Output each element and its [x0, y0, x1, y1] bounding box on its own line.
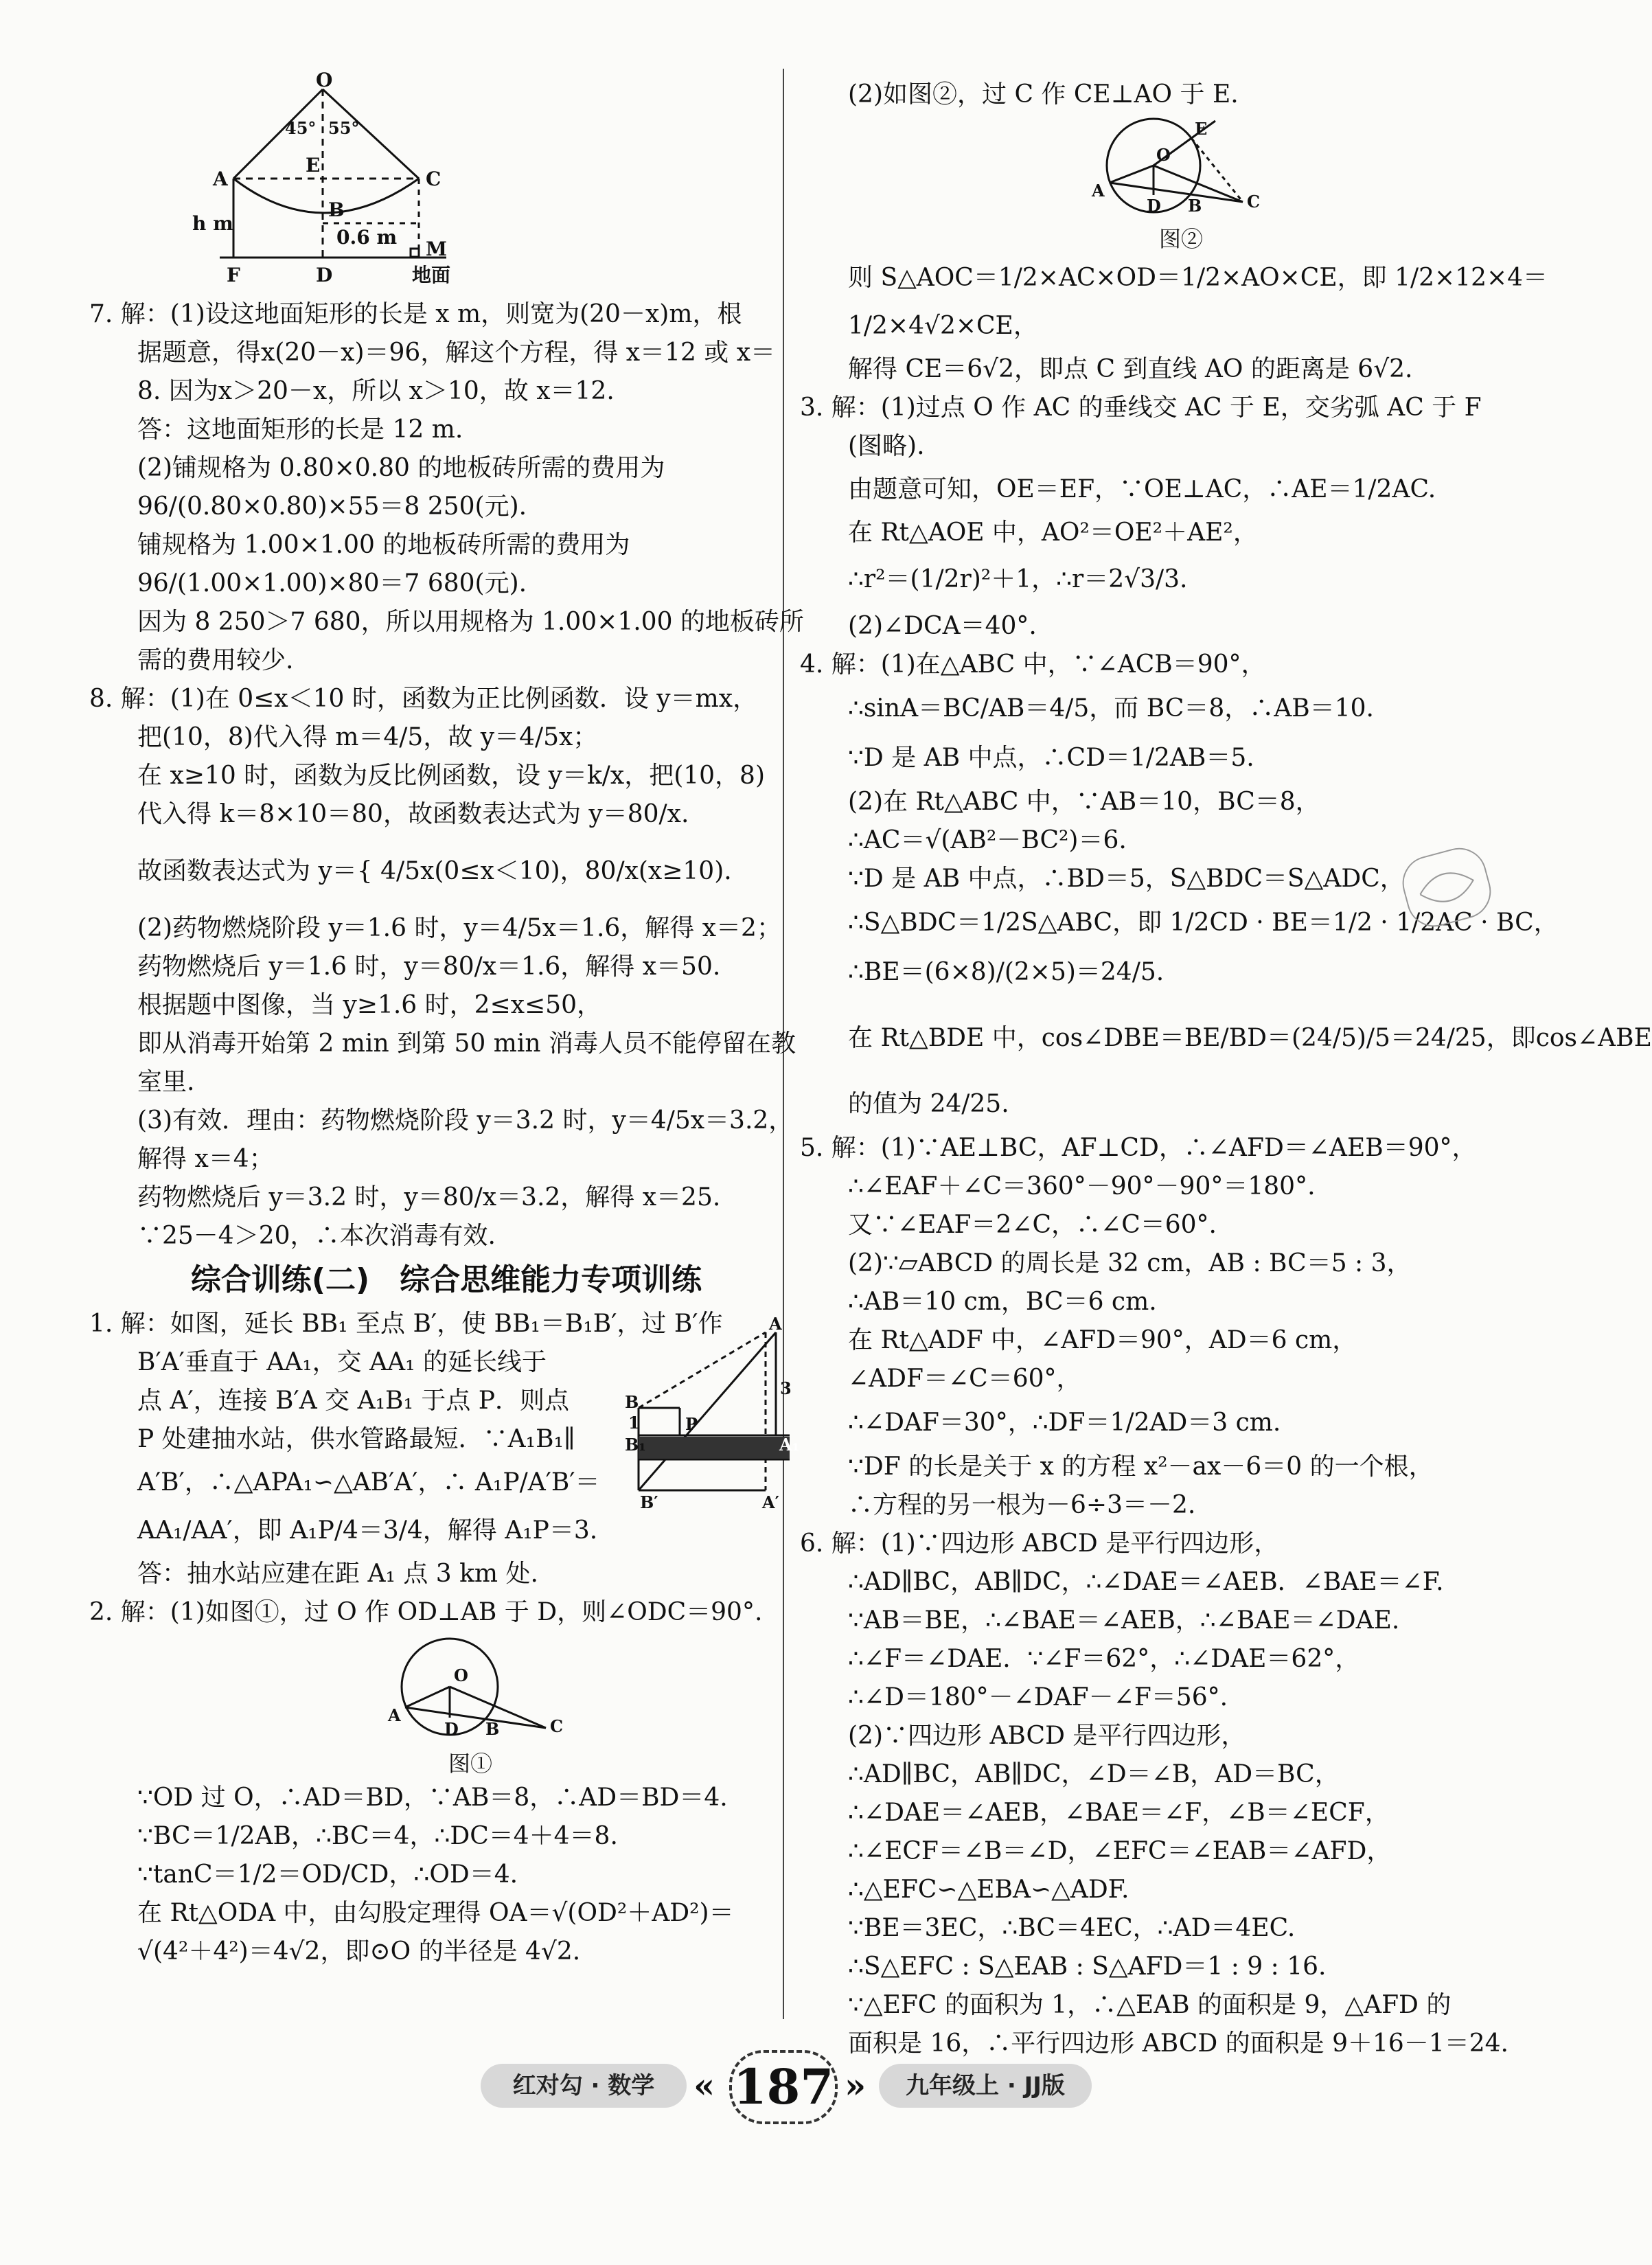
text-line: ∴∠D＝180°－∠DAF－∠F＝56°. [848, 1683, 1228, 1711]
pump-label-P: P [685, 1414, 698, 1434]
pump-label-B: B [625, 1392, 639, 1412]
answer-1 [89, 1305, 803, 1593]
chevron-right-icon: » [845, 2065, 867, 2106]
text-line: 需的费用较少. [137, 646, 294, 674]
footer-book-title: 红对勾 · 数学 [481, 2064, 687, 2108]
text-line: ∴∠F＝∠DAE．∵∠F＝62°，∴∠DAE＝62°， [848, 1645, 1360, 1673]
text-line: ∴BE＝(6×8)/(2×5)＝24/5. [848, 958, 1165, 986]
pump-label-A: A [769, 1314, 782, 1334]
text-line: 在 Rt△BDE 中，cos∠DBE＝BE/BD＝(24/5)/5＝24/25，即cos∠ABE [848, 1024, 1652, 1052]
text-line: 96/(0.80×0.80)×55＝8 250(元). [137, 492, 527, 521]
fig-label-ground: 地面 [412, 264, 451, 286]
answer-2 [89, 1593, 803, 1971]
text-line: 室里. [137, 1068, 195, 1096]
c2-label-D: D [1147, 196, 1161, 216]
text-line: (2)∵▱ABCD 的周长是 32 cm，AB : BC＝5 : 3， [848, 1249, 1412, 1277]
pump-label-1: 1 [628, 1413, 640, 1433]
c2-label-B: B [1188, 196, 1202, 216]
text-line: 在 Rt△ADF 中，∠AFD＝90°，AD＝6 cm， [848, 1326, 1357, 1354]
text-line: (2)在 Rt△ABC 中，∵AB＝10，BC＝8， [848, 788, 1320, 816]
text-line: 6. 解：(1)∵四边形 ABCD 是平行四边形， [800, 1529, 1279, 1558]
text-line: ∴△EFC∽△EBA∽△ADF. [848, 1876, 1129, 1904]
fig-label-F: F [227, 264, 240, 286]
text-line: (2)铺规格为 0.80×0.80 的地板砖所需的费用为 [137, 454, 665, 482]
text-line: 代入得 k＝8×10＝80，故函数表达式为 y＝80/x. [137, 800, 689, 828]
text-line: ∵BE＝3EC，∴BC＝4EC，∴AD＝4EC. [848, 1914, 1296, 1942]
fig-label-A: A [213, 168, 228, 190]
text-line: (2)∠DCA＝40°. [848, 612, 1037, 640]
text-line: 2. 解：(1)如图①，过 O 作 OD⊥AB 于 D，则∠ODC＝90°. [89, 1598, 763, 1626]
text-line: 点 A′，连接 B′A 交 A₁B₁ 于点 P．则点 [137, 1387, 569, 1415]
text-line: ∴∠EAF＋∠C＝360°－90°－90°＝180°. [848, 1172, 1316, 1200]
text-line: (图略). [848, 432, 925, 460]
text-line: ∴sinA＝BC/AB＝4/5，而 BC＝8，∴AB＝10. [848, 694, 1374, 722]
fig-label-E: E [306, 154, 321, 177]
text-line: ∵BC＝1/2AB，∴BC＝4，∴DC＝4＋4＝8. [137, 1822, 618, 1850]
text-line: AA₁/AA′，即 A₁P/4＝3/4，解得 A₁P＝3. [137, 1516, 598, 1545]
answer-6 [800, 1525, 1514, 2063]
text-line: ∴AC＝√(AB²－BC²)＝6. [848, 826, 1127, 854]
text-line: B′A′垂直于 AA₁，交 AA₁ 的延长线于 [137, 1348, 547, 1376]
text-line: 又∵∠EAF＝2∠C，∴∠C＝60°. [848, 1211, 1217, 1239]
chevron-left-icon: « [693, 2065, 715, 2106]
text-line: ∴∠DAF＝30°，∴DF＝1/2AD＝3 cm. [848, 1409, 1281, 1437]
text-line: 1. 解：如图，延长 BB₁ 至点 B′，使 BB₁＝B₁B′，过 B′作 [89, 1310, 723, 1338]
pump-label-Ap: A′ [762, 1492, 779, 1512]
text-line: 的值为 24/25. [848, 1090, 1009, 1118]
text-line: 1/2×4√2×CE， [848, 312, 1038, 340]
c1-label-C: C [550, 1716, 564, 1736]
fig-label-h: h m [192, 212, 233, 235]
answer-7 [89, 295, 803, 680]
text-line: 解得 x＝4； [137, 1145, 274, 1173]
answer-3 [800, 389, 1514, 646]
text-line: ∴AB＝10 cm，BC＝6 cm. [848, 1288, 1157, 1316]
c1-label-A: A [388, 1705, 401, 1725]
right-column [800, 76, 1652, 2063]
text-line: 因为 8 250＞7 680，所以用规格为 1.00×1.00 的地板砖所 [137, 608, 804, 636]
section-title: 综合训练(二) 综合思维能力专项训练 [190, 1262, 702, 1297]
text-line: ∴∠DAE＝∠AEB，∠BAE＝∠F，∠B＝∠ECF， [848, 1799, 1390, 1827]
fig-label-O: O [316, 69, 333, 91]
page-number: 187 [729, 2050, 838, 2124]
text-line: ∴S△BDC＝1/2S△ABC，即 1/2CD · BE＝1/2 · 1/2AC · BC， [848, 909, 1559, 937]
text-line: (2)药物燃烧阶段 y＝1.6 时，y＝4/5x＝1.6，解得 x＝2； [137, 914, 781, 942]
text-line: 药物燃烧后 y＝3.2 时，y＝80/x＝3.2，解得 x＝25. [137, 1183, 721, 1211]
figure-2-caption: 图② [1158, 226, 1203, 252]
text-line: √(4²＋4²)＝4√2，即⊙O 的半径是 4√2. [137, 1937, 581, 1966]
fig-label-55: 55° [328, 118, 360, 138]
figure-bridge [192, 69, 549, 295]
text-line: ∵DF 的长是关于 x 的方程 x²－ax－6＝0 的一个根， [848, 1453, 1434, 1481]
c2-label-O: O [1156, 145, 1171, 165]
text-line: 由题意可知，OE＝EF，∵OE⊥AC，∴AE＝1/2AC. [848, 475, 1436, 503]
text-line: 8. 因为x＞20－x，所以 x＞10，故 x＝12. [137, 377, 615, 405]
text-line: 答：抽水站应建在距 A₁ 点 3 km 处. [137, 1560, 538, 1588]
text-line: ∴AD∥BC，AB∥DC，∴∠DAE＝∠AEB．∠BAE＝∠F. [848, 1568, 1444, 1596]
text-line: 解得 CE＝6√2，即点 C 到直线 AO 的距离是 6√2. [848, 355, 1413, 383]
text-line: ∵AB＝BE，∴∠BAE＝∠AEB，∴∠BAE＝∠DAE. [848, 1606, 1400, 1635]
pump-label-3: 3 [780, 1378, 792, 1398]
left-column [89, 69, 804, 1971]
text-line: 8. 解：(1)在 0≤x＜10 时，函数为正比例函数．设 y＝mx， [89, 685, 758, 713]
text-line: P 处建抽水站，供水管路最短．∵A₁B₁∥ [137, 1425, 575, 1453]
text-line: 据题意，得x(20－x)＝96，解这个方程，得 x＝12 或 x＝ [137, 339, 776, 367]
text-line: (2)如图②，过 C 作 CE⊥AO 于 E. [848, 80, 1239, 109]
text-line: ∴r²＝(1/2r)²＋1，∴r＝2√3/3. [848, 565, 1188, 593]
text-line: ∵D 是 AB 中点，∴BD＝5，S△BDC＝S△ADC， [848, 865, 1405, 893]
text-line: (3)有效．理由：药物燃烧阶段 y＝3.2 时，y＝4/5x＝3.2， [137, 1106, 794, 1135]
text-line: ∴∠ECF＝∠B＝∠D，∠EFC＝∠EAB＝∠AFD， [848, 1837, 1392, 1865]
c1-label-D: D [444, 1719, 459, 1739]
answer-5 [800, 1129, 1514, 1525]
c2-label-C: C [1247, 192, 1261, 212]
text-line: 在 x≥10 时，函数为反比例函数，设 y＝k/x，把(10，8) [137, 762, 765, 790]
fig-label-45: 45° [285, 118, 317, 138]
text-line: 铺规格为 1.00×1.00 的地板砖所需的费用为 [137, 531, 630, 559]
text-line: 5. 解：(1)∵AE⊥BC，AF⊥CD，∴∠AFD＝∠AEB＝90°， [800, 1134, 1477, 1162]
text-line: 根据题中图像，当 y≥1.6 时，2≤x≤50， [137, 991, 601, 1019]
text-line: ∵D 是 AB 中点，∴CD＝1/2AB＝5. [848, 744, 1254, 772]
text-line: ∵△EFC 的面积为 1，∴△EAB 的面积是 9，△AFD 的 [848, 1991, 1452, 2019]
page-footer [0, 2050, 1561, 2126]
text-line: 3. 解：(1)过点 O 作 AC 的垂线交 AC 于 E，交劣弧 AC 于 F [800, 394, 1482, 422]
text-line: ∵25－4＞20，∴本次消毒有效. [137, 1222, 496, 1250]
fig-label-M: M [426, 238, 447, 260]
text-line: ∠ADF＝∠C＝60°， [848, 1365, 1081, 1393]
answer-2-part2 [800, 76, 1548, 389]
pump-label-Bp: B′ [640, 1492, 658, 1512]
fig-label-C: C [426, 168, 441, 190]
text-line: 面积是 16，∴平行四边形 ABCD 的面积是 9＋16－1＝24. [848, 2029, 1508, 2058]
c2-label-E: E [1195, 119, 1208, 139]
text-line: ∵tanC＝1/2＝OD/CD，∴OD＝4. [137, 1860, 518, 1889]
text-line: ∴S△EFC : S△EAB : S△AFD＝1 : 9 : 16. [848, 1953, 1327, 1981]
text-line: ∵OD 过 O，∴AD＝BD，∵AB＝8，∴AD＝BD＝4. [137, 1784, 728, 1812]
c2-label-A: A [1092, 181, 1105, 201]
text-line: 在 Rt△ODA 中，由勾股定理得 OA＝√(OD²＋AD²)＝ [137, 1899, 734, 1927]
c1-label-B: B [485, 1719, 500, 1739]
answer-8 [89, 680, 803, 1255]
pump-label-A1: A₁ [779, 1435, 800, 1455]
text-line: 药物燃烧后 y＝1.6 时，y＝80/x＝1.6，解得 x＝50. [137, 953, 721, 981]
figure-circle-1 [367, 1632, 573, 1749]
footer-grade-edition: 九年级上 · JJ版 [879, 2064, 1092, 2108]
pump-label-B1: B₁ [625, 1435, 646, 1455]
text-line: ∴AD∥BC，AB∥DC，∠D＝∠B，AD＝BC， [848, 1760, 1340, 1788]
fig-label-B: B [328, 198, 345, 221]
text-line: 答：这地面矩形的长是 12 m. [137, 416, 463, 444]
text-line: 在 Rt△AOE 中，AO²＝OE²＋AE²， [848, 519, 1258, 547]
text-line: 故函数表达式为 y＝{ 4/5x(0≤x＜10)，80/x(x≥10). [137, 857, 732, 885]
text-line: 则 S△AOC＝1/2×AC×OD＝1/2×AO×CE，即 1/2×12×4＝ [848, 264, 1548, 292]
text-line: 把(10，8)代入得 m＝4/5，故 y＝4/5x； [137, 723, 598, 751]
text-line: 4. 解：(1)在△ABC 中，∵∠ACB＝90°， [800, 650, 1266, 679]
fig-label-d: 0.6 m [336, 226, 398, 249]
figure-pump-station [625, 1305, 803, 1511]
text-line: A′B′，∴△APA₁∽△AB′A′，∴ A₁P/A′B′＝ [137, 1468, 600, 1496]
fig-label-D: D [316, 264, 333, 286]
text-line: 即从消毒开始第 2 min 到第 50 min 消毒人员不能停留在教 [137, 1029, 796, 1058]
figure-circle-2 [1078, 114, 1284, 224]
text-line: 7. 解：(1)设这地面矩形的长是 x m，则宽为(20－x)m，根 [89, 300, 742, 328]
figure-1-caption: 图① [448, 1751, 492, 1777]
text-line: ∴方程的另一根为－6÷3＝－2. [848, 1491, 1196, 1519]
c1-label-O: O [454, 1665, 468, 1685]
text-line: (2)∵四边形 ABCD 是平行四边形， [848, 1722, 1246, 1750]
text-line: 96/(1.00×1.00)×80＝7 680(元). [137, 569, 527, 597]
